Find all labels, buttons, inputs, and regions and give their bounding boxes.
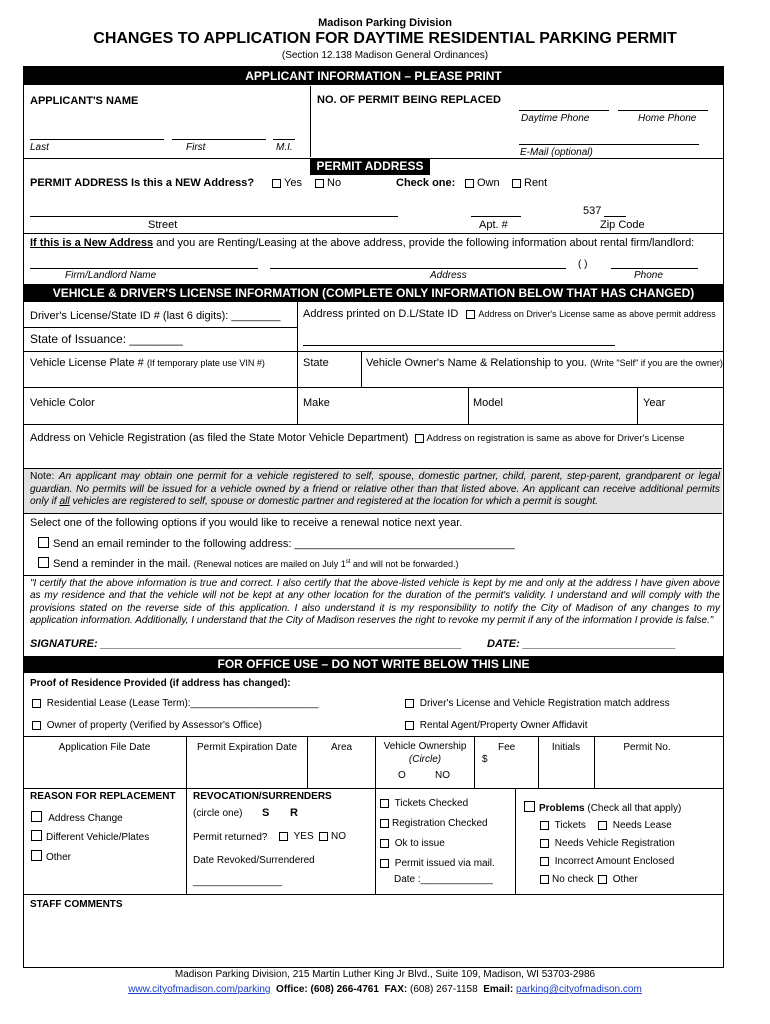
firm-line[interactable]: [30, 268, 258, 269]
registration-address-field[interactable]: Address on Vehicle Registration (as filed the State Motor Vehicle Department) Address on registration is same as above for Driver's License: [30, 432, 685, 444]
checkbox-icon: [31, 830, 42, 841]
problem-tickets[interactable]: Tickets: [540, 820, 586, 831]
daytime-phone-caption: Daytime Phone: [521, 113, 590, 124]
new-address-no[interactable]: No: [315, 177, 341, 189]
checkbox-icon: [512, 179, 521, 188]
problem-other[interactable]: Other: [598, 874, 638, 885]
divider: [23, 351, 724, 352]
checkbox-icon: [540, 821, 549, 830]
reason-header: REASON FOR REPLACEMENT: [30, 791, 176, 802]
checkbox-icon: [465, 179, 474, 188]
first-caption: First: [186, 142, 206, 153]
checkbox-icon: [315, 179, 324, 188]
divider: [474, 736, 475, 788]
checkbox-icon: [540, 839, 549, 848]
staff-comments-label: STAFF COMMENTS: [30, 899, 123, 910]
permit-replaced-label: NO. OF PERMIT BEING REPLACED: [317, 94, 501, 106]
renewal-email-option[interactable]: Send an email reminder to the following address: ____________________________________: [38, 537, 515, 550]
dl-match-option[interactable]: Driver's License and Vehicle Registration match address: [405, 698, 670, 709]
checkbox-icon: [32, 699, 41, 708]
divider: [375, 788, 376, 894]
checkbox-icon: [598, 821, 607, 830]
divider: [297, 302, 298, 424]
checkbox-icon: [405, 699, 414, 708]
checkbox-icon: [31, 811, 42, 822]
form-title: CHANGES TO APPLICATION FOR DAYTIME RESIDENTIAL PARKING PERMIT: [93, 30, 677, 47]
office-use-band: FOR OFFICE USE – DO NOT WRITE BELOW THIS LINE: [23, 656, 724, 673]
expiration-header: Permit Expiration Date: [196, 742, 298, 753]
model-field[interactable]: Model: [473, 397, 503, 409]
footer-address: Madison Parking Division, 215 Martin Luther King Jr Blvd., Suite 109, Madison, WI 53703-2986: [174, 969, 596, 980]
fax-number: (608) 267-1158: [410, 984, 478, 995]
issued-date[interactable]: Date :_____________: [394, 874, 493, 885]
checkbox-icon: [524, 801, 535, 812]
home-phone-line[interactable]: [618, 110, 708, 111]
divider: [515, 788, 516, 894]
checkbox-icon: [598, 875, 607, 884]
revocation-circle: (circle one): [193, 808, 243, 819]
divider: [23, 424, 724, 425]
checkbox-icon: [38, 557, 49, 568]
checkbox-icon: [405, 721, 414, 730]
divider: [23, 327, 297, 328]
division-name: Madison Parking Division: [318, 17, 452, 29]
ownership-no[interactable]: NO: [435, 770, 450, 781]
registration-checked[interactable]: Registration Checked: [380, 818, 488, 829]
checkbox-icon: [319, 832, 328, 841]
renewal-mail-option[interactable]: Send a reminder in the mail. (Renewal notices are mailed on July 1st and will not be forwarded.): [38, 557, 458, 570]
phone-caption: Phone: [634, 270, 663, 281]
make-field[interactable]: Make: [303, 397, 330, 409]
revocation-header: REVOCATION/SURRENDERS: [193, 791, 332, 802]
divider: [468, 387, 469, 424]
divider: [23, 158, 724, 159]
proof-of-residence-label: Proof of Residence Provided (if address has changed):: [30, 678, 291, 689]
checkbox-icon: [32, 721, 41, 730]
reason-other[interactable]: Other: [31, 850, 71, 863]
phone-parens: ( ): [578, 259, 588, 270]
address-caption: Address: [430, 270, 467, 281]
applicant-band: APPLICANT INFORMATION – PLEASE PRINT: [23, 67, 724, 85]
checkbox-icon: [38, 537, 49, 548]
problem-lease[interactable]: Needs Lease: [598, 820, 672, 831]
permit-no-header: Permit No.: [623, 742, 671, 753]
renewal-prompt: Select one of the following options if you would like to receive a renewal notice next year.: [30, 517, 463, 529]
owner-field[interactable]: Vehicle Owner's Name & Relationship to you. (Write "Self" if you are the owner): [366, 357, 723, 369]
zip-line[interactable]: [604, 216, 626, 217]
email-link[interactable]: parking@cityofmadison.com: [516, 984, 642, 995]
last-name-line[interactable]: [30, 139, 164, 140]
checkbox-icon: [466, 310, 475, 319]
signature-field[interactable]: SIGNATURE: ___________________________________________________________: [30, 638, 462, 650]
vehicle-band: VEHICLE & DRIVER'S LICENSE INFORMATION (COMPLETE ONLY INFORMATION BELOW THAT HAS CHANGED): [23, 284, 724, 302]
ownership-header: Vehicle Ownership: [383, 741, 467, 752]
initials-header: Initials: [551, 742, 581, 753]
street-caption: Street: [148, 219, 178, 231]
footer-contacts: www.cityofmadison.com/parking Office: (608) 266-4761 FAX: (608) 267-1158 Email: parking@cityofmadison.com: [128, 984, 642, 995]
checkbox-icon: [31, 850, 42, 861]
checkbox-icon: [272, 179, 281, 188]
fee-header: Fee: [498, 742, 516, 753]
dl-id-field[interactable]: Driver's License/State ID # (last 6 digits): ________: [30, 310, 281, 322]
permit-returned-no[interactable]: NO: [319, 831, 346, 842]
checkbox-icon: [279, 832, 288, 841]
divider: [637, 387, 638, 424]
dl-address-line[interactable]: [303, 345, 615, 346]
issued-via-mail[interactable]: Permit issued via mail.: [380, 858, 495, 869]
checkbox-icon: [415, 434, 424, 443]
divider: [310, 86, 311, 157]
tickets-checked[interactable]: Tickets Checked: [380, 798, 468, 809]
apt-caption: Apt. #: [479, 219, 508, 231]
ownership-circle: (Circle): [408, 754, 442, 765]
ownership-o[interactable]: O: [398, 770, 406, 781]
checkbox-icon: [380, 839, 389, 848]
mi-caption: M.I.: [276, 142, 293, 153]
revocation-r[interactable]: R: [290, 807, 298, 819]
lease-option[interactable]: Residential Lease (Lease Term):_______________________: [32, 698, 318, 709]
file-date-header: Application File Date: [58, 742, 151, 753]
divider: [23, 387, 724, 388]
checkbox-icon: [380, 799, 389, 808]
checkbox-icon: [540, 875, 549, 884]
divider: [23, 894, 724, 895]
checkbox-icon: [540, 857, 549, 866]
plate-field[interactable]: Vehicle License Plate # (If temporary plate use VIN #): [30, 357, 265, 369]
daytime-phone-line[interactable]: [519, 110, 609, 111]
state-field[interactable]: State: [303, 357, 329, 369]
date-revoked-blank[interactable]: ________________: [193, 876, 282, 887]
new-address-question: PERMIT ADDRESS Is this a NEW Address?: [30, 177, 255, 189]
last-caption: Last: [30, 142, 49, 153]
reason-different-vehicle[interactable]: Different Vehicle/Plates: [31, 830, 149, 843]
permit-returned: Permit returned?: [193, 832, 268, 843]
email-line[interactable]: [519, 144, 699, 145]
revocation-s[interactable]: S: [262, 807, 270, 819]
state-issuance-field[interactable]: State of Issuance: ________: [30, 332, 183, 346]
checkbox-icon: [380, 819, 389, 828]
firm-caption: Firm/Landlord Name: [65, 270, 157, 281]
divider: [23, 788, 724, 789]
home-phone-caption: Home Phone: [638, 113, 697, 124]
area-header: Area: [330, 742, 353, 753]
first-name-line[interactable]: [172, 139, 266, 140]
own-option[interactable]: Own: [465, 177, 500, 189]
landlord-phone-line[interactable]: [611, 268, 698, 269]
permit-address-band: PERMIT ADDRESS: [310, 158, 430, 175]
divider: [23, 736, 724, 737]
problem-registration[interactable]: Needs Vehicle Registration: [540, 838, 675, 849]
reason-address-change[interactable]: Address Change: [31, 811, 123, 824]
divider: [186, 788, 187, 894]
zip-caption: Zip Code: [600, 219, 645, 231]
divider: [23, 575, 724, 576]
website-link[interactable]: www.cityofmadison.com/parking: [128, 984, 271, 995]
date-field[interactable]: DATE: _________________________: [487, 638, 676, 650]
new-address-yes[interactable]: Yes: [272, 177, 302, 189]
owner-property-option[interactable]: Owner of property (Verified by Assessor's Office): [32, 720, 262, 731]
fee-dollar: $: [482, 754, 488, 765]
apt-line[interactable]: [471, 216, 521, 217]
email-caption: E-Mail (optional): [520, 147, 593, 158]
rental-agent-option[interactable]: Rental Agent/Property Owner Affidavit: [405, 720, 587, 731]
mi-line[interactable]: [273, 139, 295, 140]
dl-address-field[interactable]: Address printed on D.L/State ID Address on Driver's License same as above permit address: [303, 308, 716, 320]
form-subtitle: (Section 12.138 Madison General Ordinances): [281, 50, 489, 61]
applicant-name-label: APPLICANT'S NAME: [30, 95, 139, 107]
checkbox-icon: [380, 859, 389, 868]
permit-returned-yes[interactable]: YES: [279, 831, 314, 842]
zip-prefix: 537: [583, 205, 602, 217]
problem-no-check[interactable]: No check: [540, 874, 594, 885]
problems-header[interactable]: Problems (Check all that apply): [524, 801, 681, 814]
office-phone: (608) 266-4761: [310, 984, 379, 995]
divider: [23, 233, 724, 234]
landlord-address-line[interactable]: [270, 268, 566, 269]
rent-option[interactable]: Rent: [512, 177, 547, 189]
check-one-label: Check one:: [396, 177, 456, 189]
eligibility-note: Note: An applicant may obtain one permit for a vehicle registered to self, spouse, domestic partner, child, parent, step-parent, grandparent or legal guardian. No permits will be issued for a vehicle owned by a friend or relative other than that listed above. An applicant can receive additional permits only if all vehicles are registered to self, spouse or domestic partner and registered at the location for which a permit is sought.: [30, 471, 720, 508]
street-line[interactable]: [30, 216, 398, 217]
problem-amount[interactable]: Incorrect Amount Enclosed: [540, 856, 674, 867]
divider: [361, 351, 362, 387]
year-field[interactable]: Year: [643, 397, 666, 409]
ok-to-issue[interactable]: Ok to issue: [380, 838, 445, 849]
date-revoked: Date Revoked/Surrendered: [193, 855, 315, 866]
certification-statement: "I certify that the above information is true and correct. I also certify that the above-listed vehicle is kept by me and only at the address I have given above as my residence and that the vehicle will not be kept at any other location for the duration of the permit's validity. I understand and will comply with the provisions stated on the reverse side of this application. I also understand it is my responsibility to notify the City of Madison of any changes to my application information. Additionally, I understand that the City of Madison reserves the right to revoke my permit if any of the information I provide is false.": [30, 578, 720, 627]
rental-info-prompt: If this is a New Address and you are Renting/Leasing at the above address, provide the following information about rental firm/landlord:: [30, 237, 695, 249]
color-field[interactable]: Vehicle Color: [30, 397, 95, 409]
